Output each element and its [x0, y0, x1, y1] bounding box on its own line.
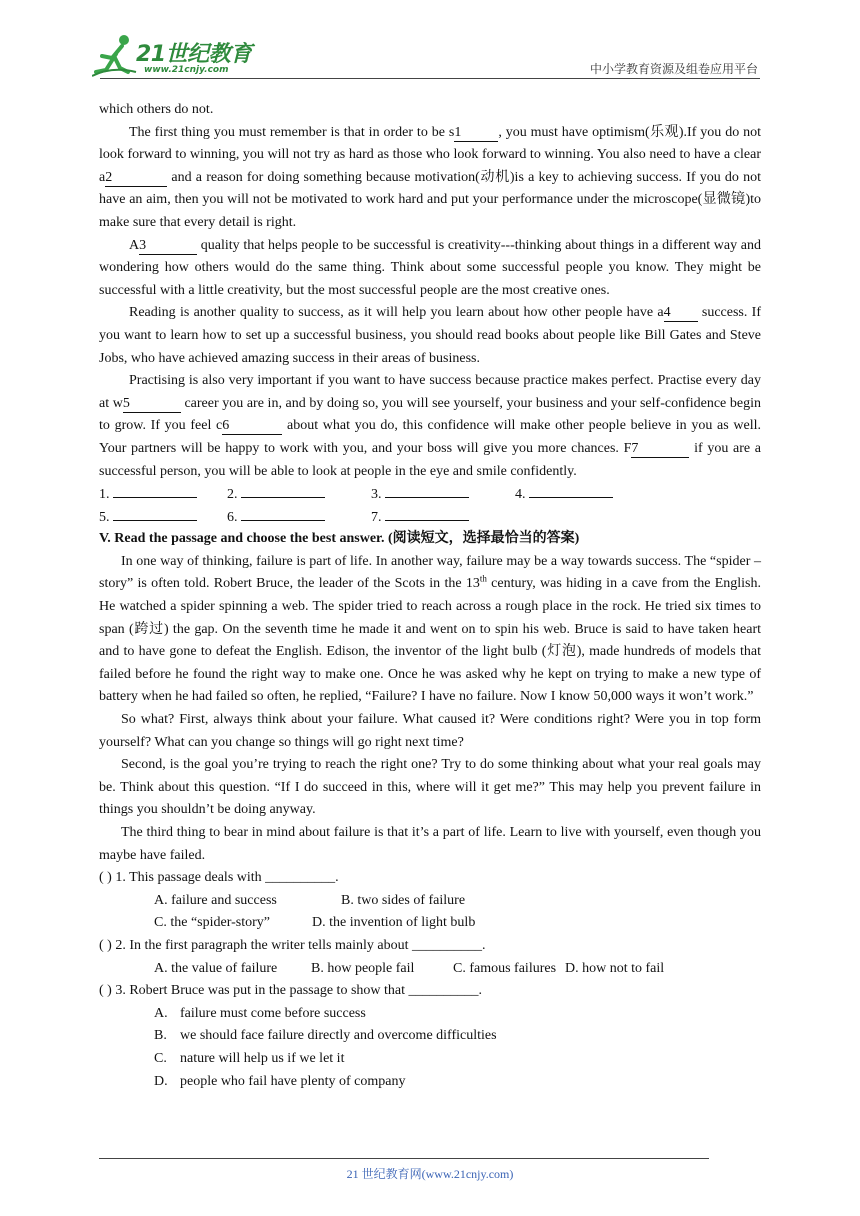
header-divider: [100, 78, 760, 79]
answer-slot-6[interactable]: 6.: [227, 506, 371, 529]
page-header: [92, 28, 760, 78]
footer-link[interactable]: 21 世纪教育网(www.21cnjy.com): [346, 1167, 514, 1181]
option-3a[interactable]: A. failure must come before success: [154, 1005, 366, 1021]
answer-slot-3[interactable]: 3.: [371, 483, 515, 506]
paragraph-second: Second, is the goal you’re trying to reach the right one? Try to do some thinking about what your real goals may be. Think about this question. “If I do succeed in this, where will it get me?” This may help you prevent failure in things you shouldn’t be doing anyway.: [99, 757, 761, 818]
blank-6[interactable]: 6: [222, 418, 282, 435]
answer-slot-4[interactable]: 4.: [515, 483, 635, 506]
section-heading: V. Read the passage and choose the best answer. (阅读短文，选择最恰当的答案): [99, 531, 580, 547]
option-1c[interactable]: C. the “spider-story”: [154, 915, 270, 931]
option-1a[interactable]: A. failure and success: [154, 892, 277, 908]
question-2-options: [99, 958, 761, 981]
answer-slot-2[interactable]: 2.: [227, 483, 371, 506]
question-2: ( ) 2. In the first paragraph the writer tells mainly about __________.: [99, 937, 486, 953]
option-2a[interactable]: A. the value of failure: [154, 960, 278, 976]
question-1-options-row-2: [99, 912, 761, 935]
paragraph-so-what: So what? First, always think about your failure. What caused it? Were conditions right? Were you in top form yourself? What can you change so things will go right next time?: [99, 712, 761, 750]
paragraph-optimism: The first thing you must remember is that in order to be s1 , you must have optimism(乐观).If you do not look forward to winning, you will not try as hard as those who look forward to winning. You also need to have a clear a2 and a reason for doing something because motivation(动机)is a key to achieving success. If you do not have an aim, then you will not be motivated to work hard and put your performance under the microscope(显微镜)to make sure that every detail is right.: [99, 124, 762, 230]
question-3: ( ) 3. Robert Bruce was put in the passage to show that __________.: [99, 983, 482, 999]
blank-5[interactable]: 5: [123, 396, 181, 413]
document-body: [99, 99, 761, 1093]
passage-fragment: which others do not.: [99, 102, 214, 117]
runner-icon: [92, 32, 138, 78]
question-1: ( ) 1. This passage deals with __________.: [99, 870, 339, 886]
option-1b[interactable]: B. two sides of failure: [341, 892, 466, 908]
option-3b[interactable]: B. we should face failure directly and overcome difficulties: [154, 1028, 497, 1044]
option-1d[interactable]: D. the invention of light bulb: [312, 915, 476, 931]
paragraph-reading: Reading is another quality to success, as it will help you learn about how other people have a4 success. If you want to learn how to set up a successful business, you should read books about people like Bill Gates and Steve Jobs, who have achieved amazing success in their areas of business.: [99, 305, 761, 366]
answer-row-1: [99, 483, 761, 506]
blank-1[interactable]: 1: [454, 125, 498, 142]
question-1-options-row-1: [99, 890, 761, 913]
blank-7[interactable]: 7: [631, 441, 689, 458]
answer-slot-5[interactable]: 5.: [99, 506, 227, 529]
footer-divider: [99, 1158, 709, 1159]
option-2b[interactable]: B. how people fail: [311, 960, 415, 976]
blank-4[interactable]: 4: [664, 305, 698, 322]
paragraph-practising: Practising is also very important if you want to have success because practice makes perfect. Practise every day at w5 career you are in, and by doing so, you will see yourself, your business and your self-confidence begin to grow. If you feel c6 about what you do, this confidence will make other people believe in you as well. Your partners will be happy to work with you, and your boss will give you more chances. F7 if you are a successful person, you will be able to look at people in the eye and smile confidently.: [99, 373, 762, 479]
option-2c[interactable]: C. famous failures: [453, 960, 557, 976]
blank-2[interactable]: 2: [105, 170, 167, 187]
paragraph-creativity: A3 quality that helps people to be successful is creativity---thinking about things in a different way and wondering how others would do the same thing. Think about some successful people you know. They might be successful with a little creativity, but the most successful people are the most creative ones.: [99, 237, 761, 298]
logo-text: 21世纪教育: [136, 42, 252, 67]
site-logo: [92, 32, 272, 78]
logo-url: www.21cnjy.com: [144, 65, 229, 75]
answer-slot-7[interactable]: 7.: [371, 506, 515, 529]
option-3c[interactable]: C. nature will help us if we let it: [154, 1050, 345, 1066]
option-3d[interactable]: D. people who fail have plenty of company: [154, 1073, 406, 1089]
blank-3[interactable]: 3: [139, 238, 197, 255]
answer-slot-1[interactable]: 1.: [99, 483, 227, 506]
option-2d[interactable]: D. how not to fail: [565, 960, 665, 976]
header-platform-text: 中小学教育资源及组卷应用平台: [589, 62, 758, 76]
paragraph-failure-intro: In one way of thinking, failure is part of life. In another way, failure may be a way towards success. The “spider –story” is often told. Robert Bruce, the leader of the Scots in the 13th century, was hiding in a cave from the English. He watched a spider spinning a web. The spider tried to reach across a rough place in the rock. He tried six times to span (跨过) the gap. On the seventh time he made it and went on to spin his web. Bruce is said to have taken heart and to have gone to defeat the English. Edison, the inventor of the light bulb (灯泡), made hundreds of models that failed before he found the right way to make one. Once he was asked why he kept on trying to make a new type of battery when he had failed so often, he replied, “Failure? I have no failure. Now I know 50,000 ways it won’t work.”: [99, 553, 761, 705]
answer-row-2: [99, 506, 761, 529]
paragraph-third: The third thing to bear in mind about failure is that it’s a part of life. Learn to live with yourself, even though you maybe have failed.: [99, 825, 761, 863]
